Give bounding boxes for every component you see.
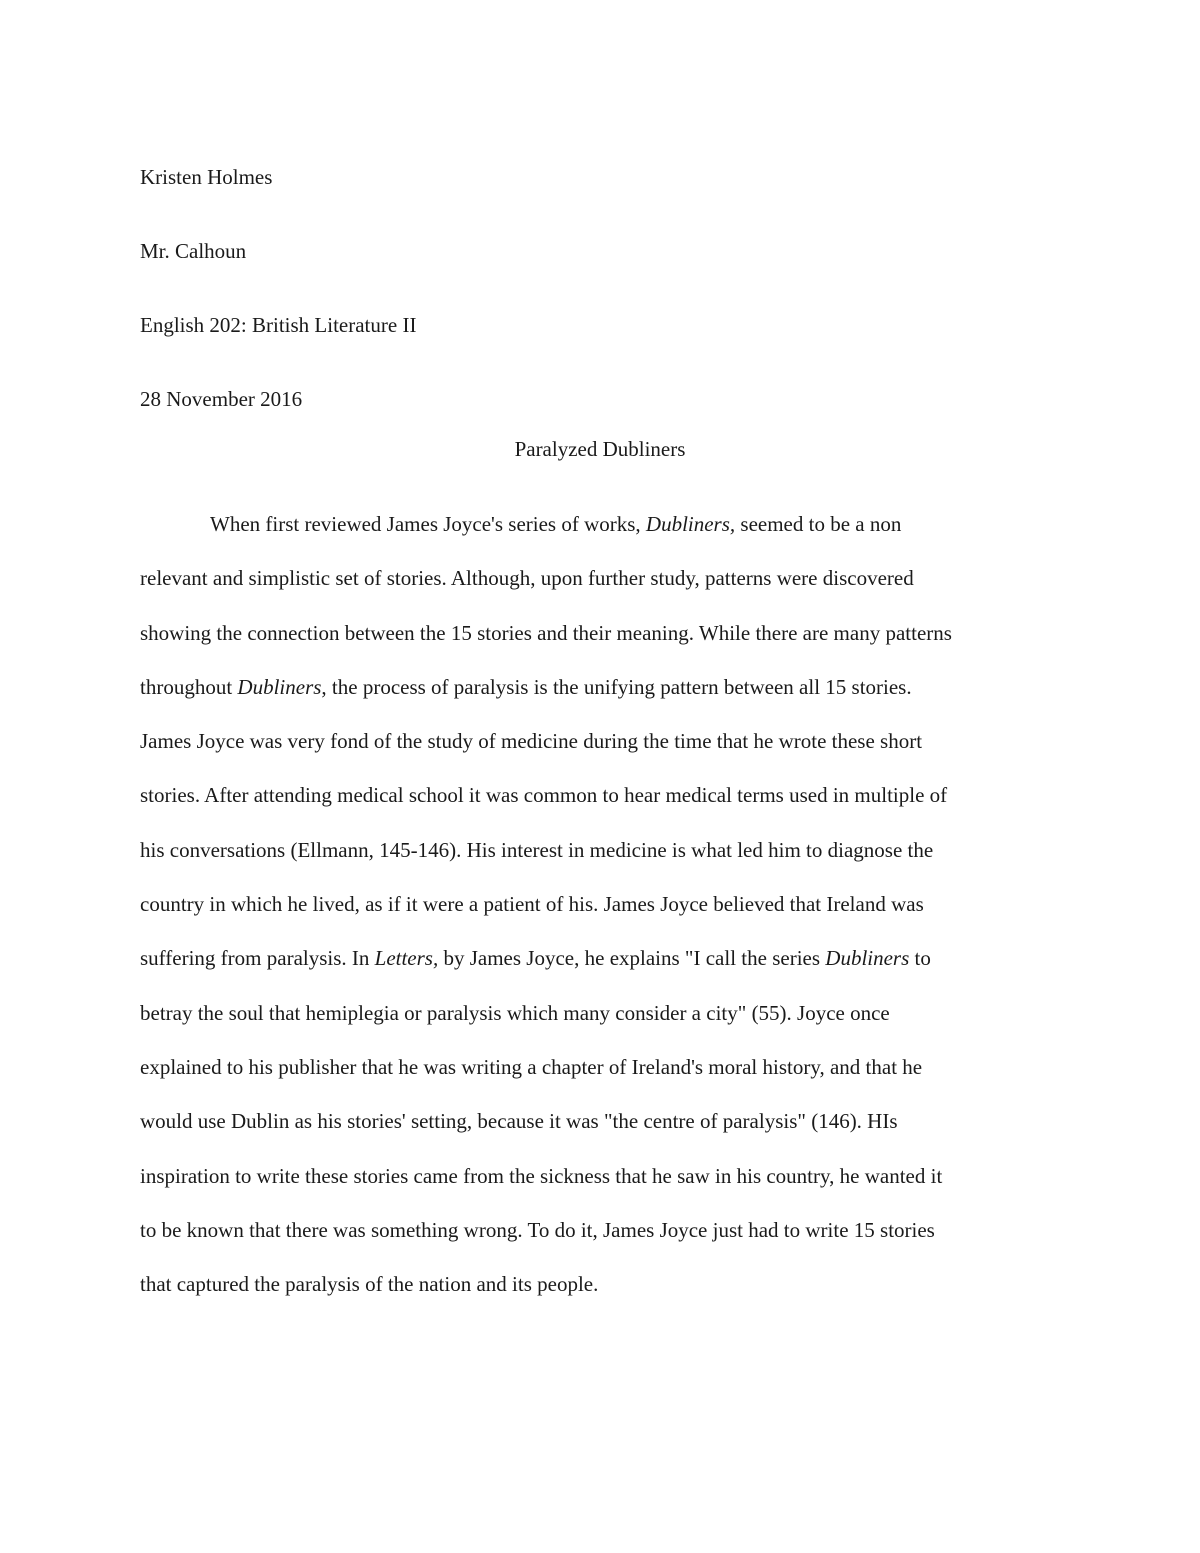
body-line [140, 1154, 1060, 1208]
student-name: Kristen Holmes [140, 165, 273, 189]
body-text: seemed to be a non [735, 512, 902, 536]
body-text: to be known that there was something wrong. To do it, James Joyce just had to write 15 stories [140, 1217, 935, 1242]
body-text: showing the connection between the 15 stories and their meaning. While there are many patterns [140, 620, 952, 645]
course-name: English 202: British Literature II [140, 313, 417, 337]
body-text: by James Joyce, he explains "I call the series [438, 946, 826, 971]
body-line [140, 611, 1060, 665]
body-line [140, 936, 1060, 990]
italic-title-text: Letters, [374, 946, 439, 971]
body-line [140, 665, 1060, 719]
body-text: to [909, 946, 931, 971]
body-text: that captured the paralysis of the nation and its people. [140, 1272, 599, 1297]
mla-header [140, 140, 1060, 436]
essay-body [140, 502, 1060, 1316]
body-line [140, 556, 1060, 610]
body-line [140, 773, 1060, 827]
body-text: inspiration to write these stories came from the sickness that he saw in his country, he wanted it [140, 1163, 943, 1188]
body-text: his conversations (Ellmann, 145-146). His interest in medicine is what led him to diagnose the [140, 837, 934, 862]
body-line [140, 828, 1060, 882]
body-line [140, 1262, 1060, 1316]
italic-title-text: Dubliners [237, 674, 322, 699]
essay-title: Paralyzed Dubliners [514, 437, 686, 461]
body-text: stories. After attending medical school it was common to hear medical terms used in multiple of [140, 783, 948, 808]
body-text: James Joyce was very fond of the study of medicine during the time that he wrote these short [140, 729, 923, 754]
body-line [140, 882, 1060, 936]
body-line [140, 719, 1060, 773]
italic-title-text: Dubliners, [645, 512, 736, 536]
italic-title-text: Dubliners [825, 946, 910, 971]
body-text: country in which he lived, as if it were a patient of his. James Joyce believed that Ireland was [140, 892, 924, 917]
essay-date: 28 November 2016 [140, 387, 303, 411]
body-line [140, 1208, 1060, 1262]
instructor-name: Mr. Calhoun [140, 239, 247, 263]
body-line [140, 502, 1060, 556]
body-line [140, 1045, 1060, 1099]
body-text: throughout [140, 674, 238, 699]
body-text: would use Dublin as his stories' setting, because it was "the centre of paralysis" (146). HIs [140, 1109, 898, 1134]
body-line [140, 991, 1060, 1045]
body-line [140, 1099, 1060, 1153]
body-text: relevant and simplistic set of stories. Although, upon further study, patterns were discovered [140, 566, 914, 591]
body-text: betray the soul that hemiplegia or paralysis which many consider a city" (55). Joyce once [140, 1000, 890, 1025]
body-text: When first reviewed James Joyce's series of works, [210, 512, 646, 536]
body-text: , the process of paralysis is the unifying pattern between all 15 stories. [321, 674, 912, 699]
body-text: explained to his publisher that he was writing a chapter of Ireland's moral history, and that he [140, 1054, 923, 1079]
body-text: suffering from paralysis. In [140, 946, 375, 971]
